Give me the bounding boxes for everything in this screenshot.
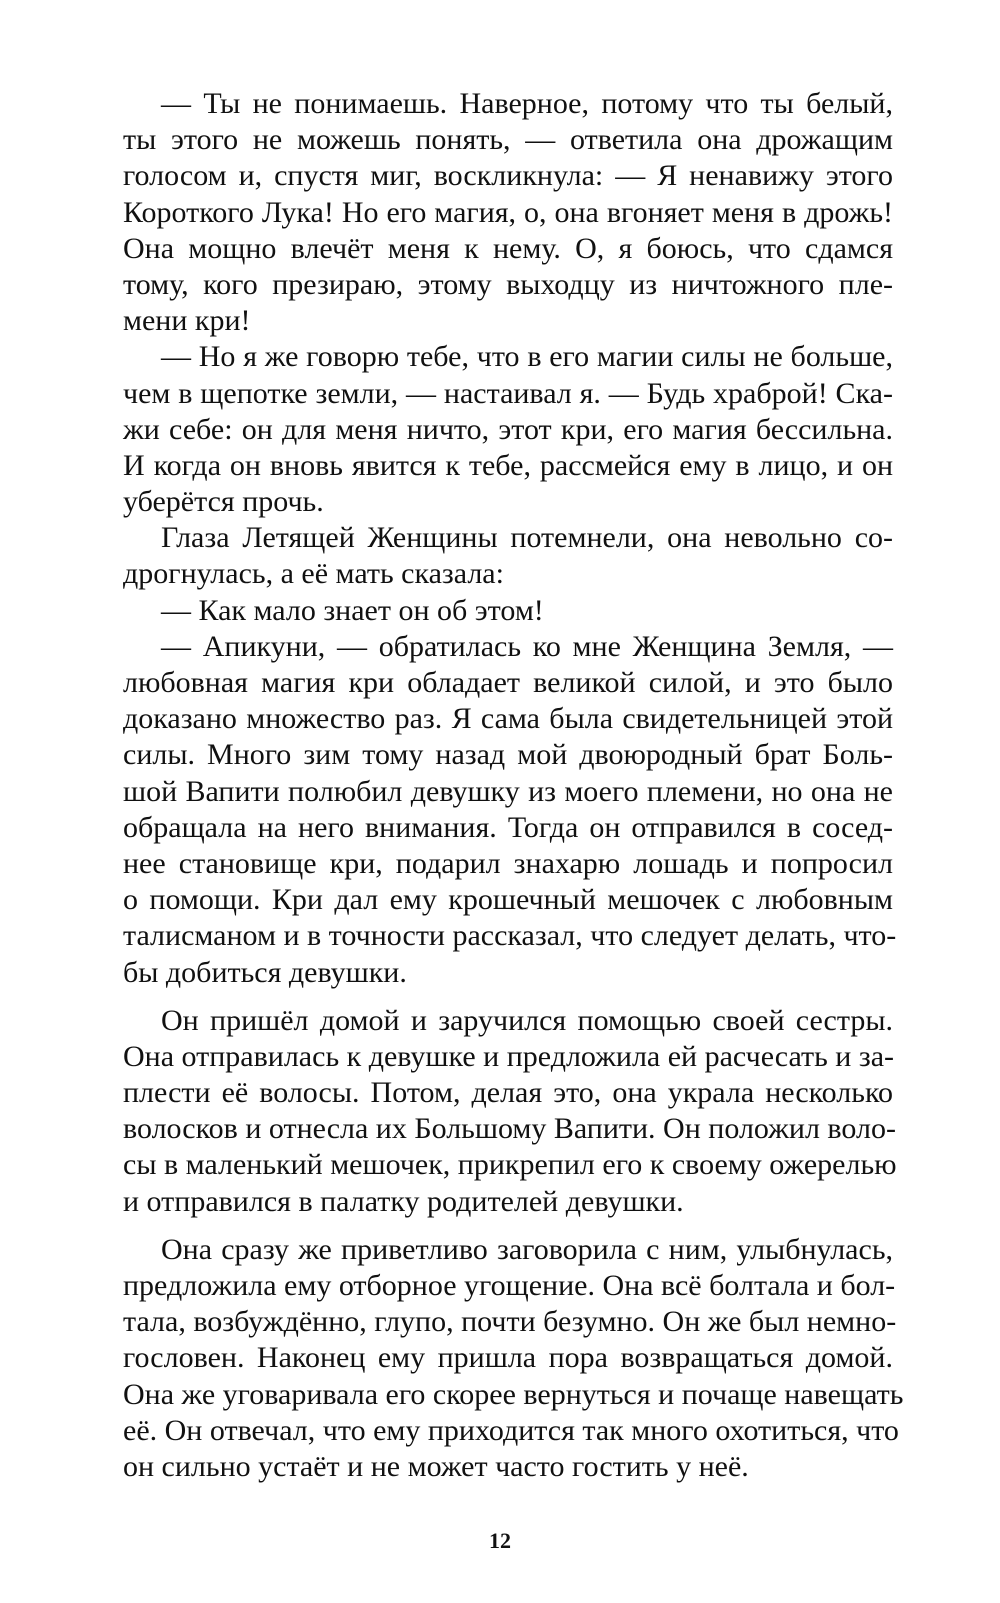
text-line: мени кри! — [123, 304, 251, 338]
text-line: Она мощно влечёт меня к нему. О, я боюсь, что сдамся — [123, 231, 893, 265]
paragraph — [123, 520, 893, 592]
text-line: гословен. Наконец ему пришла пора возвращаться домой. — [123, 1341, 893, 1375]
text-line: бы добиться девушки. — [123, 955, 407, 989]
paragraph — [123, 593, 893, 629]
text-line: чем в щепотке земли, — настаивал я. — Будь храброй! Ска- — [123, 376, 893, 410]
text-line: — Как мало знает он об этом! — [161, 593, 544, 627]
text-line: Она сразу же приветливо заговорила с ним, улыбнулась, — [161, 1232, 893, 1266]
text-line: предложила ему отборное угощение. Она всё болтала и бол- — [123, 1269, 896, 1302]
text-line: дрогнулась, а её мать сказала: — [123, 557, 504, 591]
paragraph — [123, 1232, 904, 1485]
text-line: — Ты не понимаешь. Наверное, потому что ты белый, — [161, 87, 893, 120]
paragraph — [123, 86, 893, 339]
text-line: Она отправилась к девушке и предложила ей расчесать и за- — [123, 1039, 895, 1073]
paragraph — [123, 1003, 897, 1220]
text-line: Глаза Летящей Женщины потемнели, она невольно со- — [161, 521, 893, 555]
page-body — [123, 86, 904, 1485]
paragraph — [123, 339, 893, 520]
text-line: силы. Много зим тому назад мой двоюродный брат Боль- — [123, 738, 893, 772]
text-line: голосом и, спустя миг, воскликнула: — Я ненавижу этого — [123, 159, 893, 193]
text-line: — Апикуни, — обратилась ко мне Женщина Земля, — — [161, 629, 893, 663]
text-line: любовная магия кри обладает великой силой, и это было — [123, 666, 893, 699]
text-line: и отправился в палатку родителей девушки. — [123, 1184, 684, 1218]
paragraph — [123, 629, 897, 991]
text-line: сы в маленький мешочек, прикрепил его к своему ожерелью — [123, 1148, 897, 1182]
text-line: — Но я же говорю тебе, что в его магии силы не больше, — [161, 340, 893, 374]
text-line: тому, кого презираю, этому выходцу из ничтожного пле- — [123, 267, 893, 301]
text-line: обращала на него внимания. Тогда он отправился в сосед- — [123, 810, 893, 844]
text-line: волосков и отнесла их Большому Вапити. Он положил воло- — [123, 1112, 896, 1146]
text-line: И когда он вновь явится к тебе, рассмейся ему в лицо, и он — [123, 448, 893, 482]
text-line: плести её волосы. Потом, делая это, она украла несколько — [123, 1076, 893, 1110]
text-line: уберётся прочь. — [123, 485, 324, 519]
text-line: талисманом и в точности рассказал, что следует делать, что- — [123, 919, 897, 953]
text-line: доказано множество раз. Я сама была свидетельницей этой — [123, 702, 893, 736]
text-line: её. Он отвечал, что ему приходится так много охотиться, что — [123, 1413, 899, 1447]
text-line: ты этого не можешь понять, — ответила она дрожащим — [123, 123, 893, 157]
text-line: тала, возбуждённо, глупо, почти безумно. Он же был немно- — [123, 1305, 897, 1339]
text-line: шой Вапити полюбил девушку из моего племени, но она не — [123, 774, 893, 808]
text-line: Она же уговаривала его скорее вернуться и почаще навещать — [123, 1377, 904, 1411]
text-line: нее становище кри, подарил знахарю лошадь и попросил — [123, 846, 893, 880]
text-line: он сильно устаёт и не может часто гостить у неё. — [123, 1449, 749, 1483]
text-line: Короткого Лука! Но его магия, о, она вгоняет меня в дрожь! — [123, 195, 893, 229]
page-number: 12 — [489, 1528, 511, 1553]
text-line: Он пришёл домой и заручился помощью своей сестры. — [161, 1003, 893, 1037]
text-line: о помощи. Кри дал ему крошечный мешочек с любовным — [123, 883, 893, 917]
text-line: жи себе: он для меня ничто, этот кри, его магия бессильна. — [123, 412, 893, 446]
